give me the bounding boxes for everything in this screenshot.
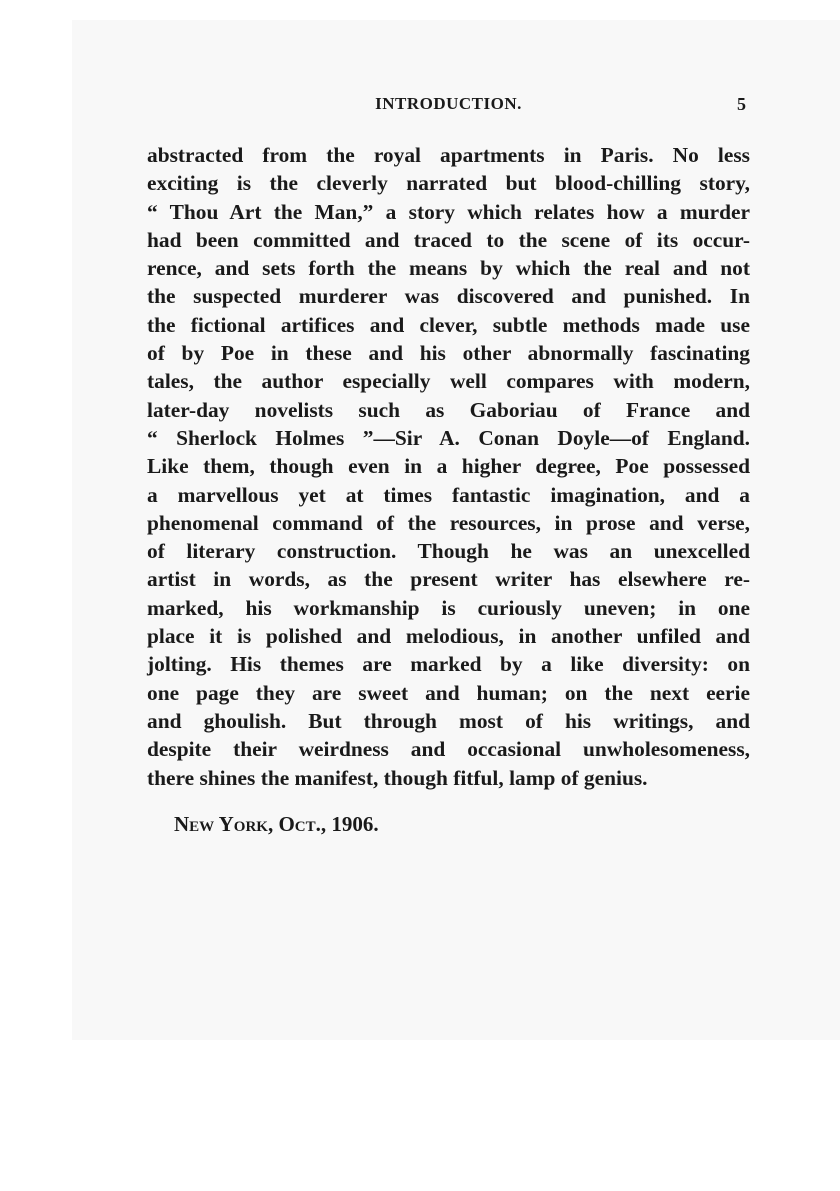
text-line: of by Poe in these and his other abnormally fascinating: [147, 341, 750, 366]
text-line: one page they are sweet and human; on the next eerie: [147, 680, 750, 705]
text-line: despite their weirdness and occasional unwholesomeness,: [147, 737, 750, 762]
place-date-signature: New York, Oct., 1906.: [174, 812, 379, 836]
text-line: rence, and sets forth the means by which the real and not: [147, 256, 750, 281]
text-line: “ Sherlock Holmes ”—Sir A. Conan Doyle—of England.: [147, 425, 750, 450]
text-line: later-day novelists such as Gaboriau of France and: [147, 397, 750, 422]
text-line: tales, the author especially well compares with modern,: [147, 369, 750, 394]
running-head-title: INTRODUCTION.: [375, 94, 522, 113]
text-line: the fictional artifices and clever, subtle methods made use: [147, 312, 750, 337]
body-paragraph: [147, 141, 750, 792]
text-line: the suspected murderer was discovered and punished. In: [147, 284, 750, 309]
text-line: there shines the manifest, though fitful, lamp of genius.: [147, 765, 648, 790]
running-head: [147, 94, 750, 118]
text-line: jolting. His themes are marked by a like diversity: on: [147, 652, 750, 677]
text-line: had been committed and traced to the scene of its occur-: [147, 227, 750, 252]
text-line: and ghoulish. But through most of his writings, and: [147, 708, 750, 733]
text-line: marked, his workmanship is curiously uneven; in one: [147, 595, 750, 620]
text-line: a marvellous yet at times fantastic imagination, and a: [147, 482, 750, 507]
text-line: exciting is the cleverly narrated but blood-chilling story,: [147, 171, 750, 196]
page-number: 5: [737, 94, 746, 114]
text-line: of literary construction. Though he was an unexcelled: [147, 539, 750, 564]
text-line: Like them, though even in a higher degree, Poe possessed: [147, 454, 750, 479]
text-line: place it is polished and melodious, in another unfiled and: [147, 624, 750, 649]
text-line: artist in words, as the present writer has elsewhere re-: [147, 567, 750, 592]
text-line: “ Thou Art the Man,” a story which relates how a murder: [147, 199, 750, 224]
text-line: abstracted from the royal apartments in Paris. No less: [147, 143, 750, 167]
text-line: phenomenal command of the resources, in prose and verse,: [147, 510, 750, 535]
